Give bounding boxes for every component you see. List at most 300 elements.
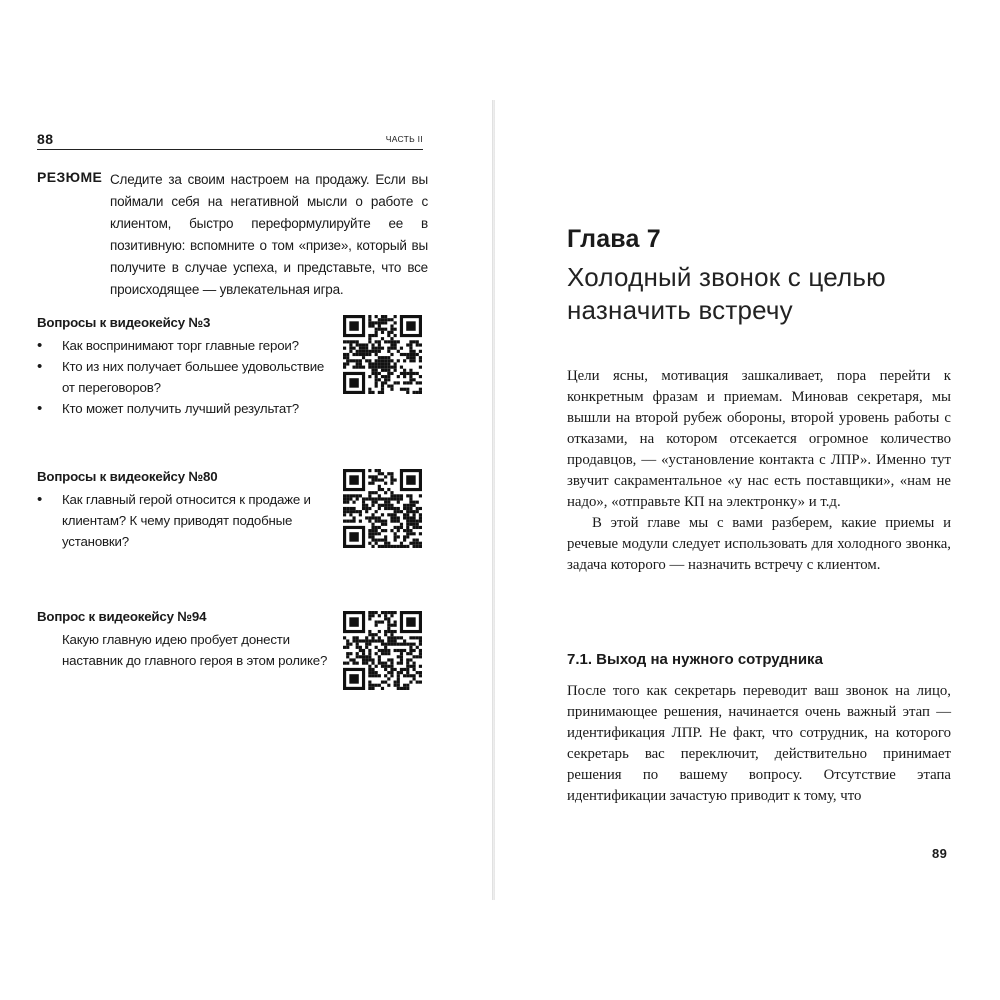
qr-module <box>368 665 371 668</box>
qr-module <box>378 472 381 475</box>
qr-module <box>384 362 387 365</box>
qr-module <box>387 611 390 614</box>
qr-module <box>375 366 378 369</box>
qr-module <box>390 491 393 494</box>
qr-module <box>419 381 422 384</box>
qr-module <box>416 526 419 529</box>
qr-module <box>416 381 419 384</box>
qr-module <box>365 507 368 510</box>
qr-module <box>371 684 374 687</box>
qr-module <box>406 520 409 523</box>
paragraph: В этой главе мы с вами разберем, какие приемы и речевые модули следует использовать для холодного звонка, задача которого — назначить встречу с клиентом. <box>567 515 951 573</box>
qr-module <box>362 658 365 661</box>
qr-module <box>371 636 374 639</box>
qr-module <box>394 381 397 384</box>
qr-module <box>362 343 365 346</box>
qr-module <box>378 328 381 331</box>
qr-module <box>384 614 387 617</box>
qr-module <box>384 315 387 318</box>
qr-module <box>368 520 371 523</box>
qr-module <box>375 350 378 353</box>
qr-module <box>356 343 359 346</box>
qr-module <box>378 639 381 642</box>
qr-module <box>375 624 378 627</box>
qr-module <box>368 497 371 500</box>
qr-module <box>390 624 393 627</box>
qr-module <box>397 501 400 504</box>
qr-module <box>368 687 371 690</box>
qr-module <box>371 668 374 671</box>
qr-module <box>371 362 374 365</box>
qr-module <box>381 665 384 668</box>
qr-module <box>368 614 371 617</box>
qr-module <box>384 542 387 545</box>
chapter-title: Холодный звонок с целью назначить встречу <box>567 262 886 325</box>
qr-module <box>381 611 384 614</box>
qr-module <box>394 366 397 369</box>
qr-module <box>375 620 378 623</box>
qr-module <box>403 516 406 519</box>
running-head <box>37 131 423 150</box>
qr-module <box>403 643 406 646</box>
qr-module <box>362 662 365 665</box>
video-case-title: Вопросы к видеокейсу №80 <box>37 469 218 484</box>
qr-module <box>378 318 381 321</box>
qr-module <box>368 334 371 337</box>
qr-module <box>397 497 400 500</box>
summary-text: Следите за своим настроем на продажу. Если вы поймали себя на негативной мысли о работе с клиентом, быстро переформулируйте ее в позитивную: вспомните о том «призе», который вы получите в случае успеха, и представьте, что все происходящее — увлекательная игра. <box>110 172 428 297</box>
qr-module <box>362 350 365 353</box>
qr-module <box>400 494 403 497</box>
qr-module <box>394 497 397 500</box>
qr-module <box>368 353 371 356</box>
qr-module <box>378 658 381 661</box>
qr-module <box>375 378 378 381</box>
qr-module <box>346 520 349 523</box>
qr-module <box>378 649 381 652</box>
qr-module <box>419 507 422 510</box>
qr-module <box>390 658 393 661</box>
qr-module <box>378 662 381 665</box>
qr-module <box>371 343 374 346</box>
qr-module <box>371 369 374 372</box>
qr-module <box>387 334 390 337</box>
qr-module <box>371 526 374 529</box>
qr-module <box>406 343 409 346</box>
qr-module <box>352 507 355 510</box>
qr-module <box>406 671 409 674</box>
qr-module <box>362 504 365 507</box>
qr-module <box>371 658 374 661</box>
qr-module <box>413 353 416 356</box>
qr-module <box>400 366 403 369</box>
qr-module <box>371 491 374 494</box>
qr-module <box>413 350 416 353</box>
qr-module <box>400 372 403 375</box>
qr-module <box>375 375 378 378</box>
qr-module <box>397 545 400 548</box>
qr-module <box>375 633 378 636</box>
qr-module <box>394 494 397 497</box>
qr-module <box>384 545 387 548</box>
qr-module <box>394 526 397 529</box>
qr-module <box>359 520 362 523</box>
qr-module <box>413 655 416 658</box>
qr-module <box>371 671 374 674</box>
qr-module <box>368 388 371 391</box>
qr-module <box>368 529 371 532</box>
qr-module <box>381 643 384 646</box>
qr-module <box>375 328 378 331</box>
qr-module <box>371 532 374 535</box>
qr-module <box>378 356 381 359</box>
qr-module <box>413 359 416 362</box>
qr-module <box>384 381 387 384</box>
qr-module <box>346 362 349 365</box>
qr-module <box>406 372 409 375</box>
qr-module <box>387 497 390 500</box>
qr-module <box>387 639 390 642</box>
qr-module <box>387 340 390 343</box>
qr-module <box>384 523 387 526</box>
qr-module <box>381 652 384 655</box>
qr-module <box>362 356 365 359</box>
qr-module <box>371 539 374 542</box>
qr-module <box>397 516 400 519</box>
qr-module <box>346 507 349 510</box>
qr-module <box>394 639 397 642</box>
qr-module <box>394 649 397 652</box>
qr-module <box>368 611 371 614</box>
qr-module <box>362 366 365 369</box>
qr-module <box>381 620 384 623</box>
qr-module <box>349 340 352 343</box>
qr-module <box>387 369 390 372</box>
qr-module <box>384 475 387 478</box>
qr-module <box>381 488 384 491</box>
qr-module <box>343 353 346 356</box>
qr-module <box>356 340 359 343</box>
paragraph: Цели ясны, мотивация зашкаливает, пора перейти к конкретным фразам и приемам. Миновав секретаря, мы вышли на второй рубеж обороны, второй уровень работы с отказами, на котором отсекается огромное количество продавцов, — «установление контакта с ЛПР». Именно тут звучит сакраментальное «у нас есть поставщики», «нам не надо», «отправьте КП на электронку» и т.д. <box>567 368 951 510</box>
qr-module <box>413 643 416 646</box>
qr-finder-core <box>406 475 415 484</box>
qr-module <box>381 497 384 500</box>
qr-module <box>413 391 416 394</box>
qr-module <box>397 684 400 687</box>
qr-module <box>397 655 400 658</box>
qr-module <box>368 359 371 362</box>
qr-module <box>346 643 349 646</box>
qr-module <box>384 630 387 633</box>
qr-module <box>397 359 400 362</box>
qr-code-icon[interactable] <box>343 611 422 690</box>
qr-module <box>413 545 416 548</box>
qr-module <box>352 662 355 665</box>
qr-module <box>371 639 374 642</box>
qr-module <box>413 520 416 523</box>
qr-module <box>375 315 378 318</box>
qr-module <box>368 494 371 497</box>
qr-module <box>343 340 346 343</box>
qr-module <box>378 321 381 324</box>
qr-module <box>346 639 349 642</box>
qr-module <box>413 677 416 680</box>
qr-module <box>400 658 403 661</box>
qr-module <box>352 639 355 642</box>
qr-module <box>381 513 384 516</box>
qr-module <box>387 378 390 381</box>
qr-module <box>346 353 349 356</box>
qr-module <box>352 516 355 519</box>
qr-module <box>406 388 409 391</box>
qr-module <box>384 529 387 532</box>
qr-module <box>413 662 416 665</box>
qr-module <box>352 658 355 661</box>
qr-module <box>419 665 422 668</box>
qr-module <box>390 478 393 481</box>
qr-module <box>378 526 381 529</box>
qr-module <box>346 340 349 343</box>
qr-module <box>368 535 371 538</box>
qr-module <box>409 529 412 532</box>
qr-module <box>409 378 412 381</box>
qr-module <box>394 630 397 633</box>
qr-module <box>406 662 409 665</box>
qr-module <box>378 391 381 394</box>
qr-module <box>343 513 346 516</box>
qr-module <box>362 497 365 500</box>
qr-module <box>390 504 393 507</box>
qr-module <box>378 378 381 381</box>
qr-module <box>381 504 384 507</box>
qr-module <box>362 649 365 652</box>
qr-module <box>419 391 422 394</box>
qr-module <box>356 366 359 369</box>
qr-module <box>409 497 412 500</box>
qr-module <box>371 513 374 516</box>
qr-module <box>409 369 412 372</box>
qr-module <box>371 687 374 690</box>
qr-module <box>403 668 406 671</box>
qr-module <box>397 520 400 523</box>
qr-module <box>375 469 378 472</box>
qr-module <box>375 520 378 523</box>
qr-module <box>400 510 403 513</box>
qr-module <box>343 520 346 523</box>
qr-module <box>359 649 362 652</box>
qr-module <box>371 545 374 548</box>
qr-module <box>400 636 403 639</box>
qr-module <box>387 504 390 507</box>
qr-module <box>356 655 359 658</box>
qr-module <box>362 655 365 658</box>
qr-module <box>384 356 387 359</box>
question-list <box>37 335 333 419</box>
qr-module <box>387 677 390 680</box>
qr-module <box>416 520 419 523</box>
qr-module <box>387 545 390 548</box>
section-text: После того как секретарь переводит ваш звонок на лицо, принимающее решения, начинается очень важный этап — идентификация ЛПР. Не факт, что сотрудник, на которого секретарь вас переключит, действительно принимает решения по вашему вопросу. Отсутствие этапа идентификации зачастую приводит к тому, что <box>567 683 951 804</box>
qr-module <box>403 674 406 677</box>
qr-module <box>349 359 352 362</box>
qr-module <box>419 636 422 639</box>
qr-module <box>409 510 412 513</box>
qr-module <box>387 372 390 375</box>
qr-module <box>375 491 378 494</box>
qr-module <box>381 662 384 665</box>
qr-module <box>387 671 390 674</box>
qr-module <box>368 340 371 343</box>
qr-module <box>394 532 397 535</box>
qr-module <box>346 510 349 513</box>
qr-module <box>359 639 362 642</box>
qr-module <box>368 391 371 394</box>
qr-module <box>416 545 419 548</box>
qr-finder-core <box>349 378 358 387</box>
qr-module <box>419 520 422 523</box>
qr-module <box>394 334 397 337</box>
qr-module <box>356 646 359 649</box>
qr-module <box>406 674 409 677</box>
qr-module <box>371 334 374 337</box>
qr-code-icon[interactable] <box>343 469 422 548</box>
qr-module <box>378 362 381 365</box>
qr-module <box>375 665 378 668</box>
qr-module <box>375 359 378 362</box>
qr-module <box>419 542 422 545</box>
qr-module <box>371 523 374 526</box>
qr-module <box>390 520 393 523</box>
qr-module <box>416 681 419 684</box>
question-item: • Кто из них получает большее удовольствие от переговоров? <box>37 356 333 398</box>
qr-module <box>387 375 390 378</box>
qr-module <box>390 366 393 369</box>
qr-module <box>368 681 371 684</box>
qr-module <box>416 507 419 510</box>
qr-module <box>371 350 374 353</box>
qr-module <box>352 501 355 504</box>
qr-module <box>413 523 416 526</box>
qr-module <box>419 343 422 346</box>
qr-module <box>368 507 371 510</box>
qr-module <box>416 655 419 658</box>
qr-module <box>384 359 387 362</box>
qr-module <box>390 630 393 633</box>
qr-module <box>416 343 419 346</box>
qr-module <box>397 677 400 680</box>
qr-module <box>375 674 378 677</box>
qr-module <box>362 347 365 350</box>
qr-module <box>384 681 387 684</box>
page-number-left: 88 <box>37 131 54 147</box>
qr-module <box>403 375 406 378</box>
qr-finder-core <box>406 617 415 626</box>
qr-module <box>368 617 371 620</box>
qr-module <box>365 639 368 642</box>
qr-module <box>359 359 362 362</box>
qr-module <box>362 501 365 504</box>
qr-module <box>406 665 409 668</box>
qr-module <box>403 353 406 356</box>
qr-module <box>397 350 400 353</box>
qr-module <box>384 649 387 652</box>
qr-module <box>416 539 419 542</box>
qr-module <box>365 359 368 362</box>
qr-module <box>349 658 352 661</box>
qr-module <box>390 674 393 677</box>
qr-module <box>390 545 393 548</box>
qr-module <box>362 652 365 655</box>
qr-module <box>384 617 387 620</box>
qr-module <box>343 356 346 359</box>
qr-module <box>375 611 378 614</box>
qr-module <box>394 343 397 346</box>
qr-module <box>397 375 400 378</box>
qr-module <box>368 655 371 658</box>
qr-module <box>387 649 390 652</box>
qr-finder-core <box>349 617 358 626</box>
qr-module <box>409 665 412 668</box>
qr-module <box>387 472 390 475</box>
qr-module <box>375 321 378 324</box>
qr-module <box>387 488 390 491</box>
qr-module <box>384 535 387 538</box>
qr-module <box>413 513 416 516</box>
qr-module <box>384 491 387 494</box>
qr-module <box>390 662 393 665</box>
qr-module <box>419 388 422 391</box>
qr-module <box>397 649 400 652</box>
qr-module <box>384 665 387 668</box>
qr-module <box>400 649 403 652</box>
qr-module <box>419 366 422 369</box>
qr-module <box>394 636 397 639</box>
qr-module <box>419 674 422 677</box>
qr-module <box>368 475 371 478</box>
qr-code-icon[interactable] <box>343 315 422 394</box>
qr-module <box>400 353 403 356</box>
qr-module <box>419 516 422 519</box>
qr-module <box>381 539 384 542</box>
question-list <box>37 489 333 552</box>
qr-module <box>359 494 362 497</box>
qr-module <box>368 318 371 321</box>
qr-module <box>406 523 409 526</box>
qr-module <box>378 532 381 535</box>
qr-module <box>416 501 419 504</box>
qr-module <box>378 324 381 327</box>
qr-module <box>381 529 384 532</box>
qr-module <box>384 369 387 372</box>
qr-module <box>371 482 374 485</box>
qr-module <box>359 646 362 649</box>
qr-module <box>378 350 381 353</box>
qr-module <box>409 501 412 504</box>
qr-module <box>406 532 409 535</box>
qr-module <box>413 372 416 375</box>
qr-module <box>384 318 387 321</box>
qr-module <box>406 643 409 646</box>
qr-module <box>349 494 352 497</box>
qr-module <box>397 494 400 497</box>
qr-module <box>356 497 359 500</box>
qr-module <box>387 359 390 362</box>
qr-module <box>413 510 416 513</box>
qr-module <box>403 388 406 391</box>
qr-module <box>409 542 412 545</box>
qr-module <box>359 655 362 658</box>
page-number-right: 89 <box>932 846 948 861</box>
